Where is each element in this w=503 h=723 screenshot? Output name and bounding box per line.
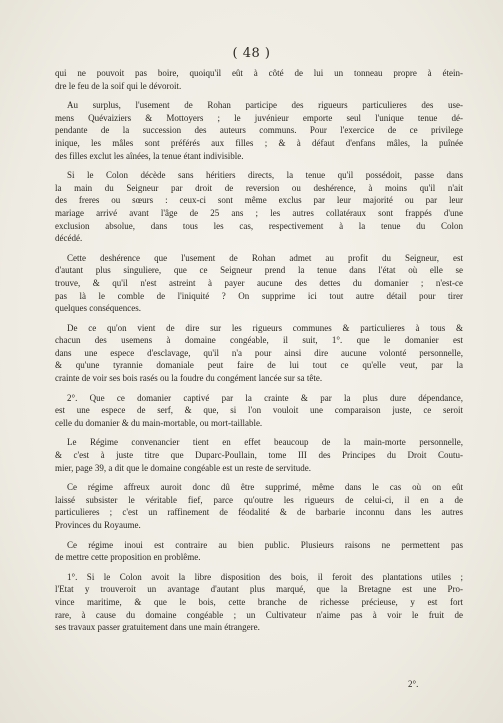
paragraph bbox=[55, 436, 463, 474]
paragraph bbox=[55, 169, 463, 245]
paragraph bbox=[55, 481, 463, 531]
text-line: mariage arrivé avant l'âge de 25 ans ; les autres collatéraux sont frappés d'une bbox=[55, 207, 463, 218]
text-line: rare, à cause du domaine congéable ; un Cultivateur n'aime pas à voir le fruit de bbox=[55, 609, 463, 620]
text-line: la main du Seigneur par droit de reversion ou deshérence, à moins qu'il n'ait bbox=[55, 182, 463, 193]
text-line: mens Quévaiziers & Mottoyers ; le juvénieur emporte seul l'unique tenue dé- bbox=[55, 112, 463, 123]
text-line: inique, les mâles sont préférés aux filles ; & à défaut d'enfans mâles, la puînée bbox=[55, 137, 463, 148]
text-line: dans une espece d'esclavage, qu'il n'a pour ainsi dire aucune volonté personnelle, bbox=[55, 347, 463, 358]
page-body-text bbox=[55, 67, 463, 641]
text-line: de mettre cette proposition en problême. bbox=[55, 552, 201, 563]
paragraph bbox=[55, 322, 463, 385]
text-line: exclusion absolue, dans tous les cas, respectivement à la tenue du Colon bbox=[55, 220, 463, 231]
text-line: De ce qu'on vient de dire sur les rigueurs communes & particulieres à tous & bbox=[67, 322, 463, 333]
paragraph bbox=[55, 67, 463, 92]
text-line: Ce régime inoui est contraire au bien public. Plusieurs raisons ne permettent pas bbox=[67, 539, 463, 550]
text-line: particulieres ; c'est un raffinement de féodalité & de barbarie inconnu dans les autres bbox=[55, 507, 463, 518]
text-line: chacun des usemens à domaine congéable, il suit, 1°. que le domanier est bbox=[55, 335, 463, 346]
text-line: des filles exclut les aînées, la tenue étant indivisible. bbox=[55, 150, 244, 161]
text-line: ses travaux passer gratuitement dans une main étrangere. bbox=[55, 622, 260, 633]
text-line: Ce régime affreux auroit donc dû être supprimé, même dans le cas où on eût bbox=[67, 482, 463, 493]
text-line: pendante de la succession des auteurs communs. Pour l'exercice de ce privilege bbox=[55, 125, 463, 136]
text-line: décédé. bbox=[55, 233, 83, 244]
paragraph bbox=[55, 539, 463, 564]
text-line: Au surplus, l'usement de Rohan participe des rigueurs particulieres des use- bbox=[67, 100, 463, 111]
text-line: Si le Colon décède sans héritiers directs, la tenue qu'il possédoit, passe dans bbox=[67, 170, 463, 181]
text-line: & qu'une tyrannie domaniale peut faire de lui tout ce qu'elle veut, par la bbox=[55, 360, 463, 371]
catchword: 2°. bbox=[408, 679, 419, 689]
paragraph bbox=[55, 252, 463, 315]
text-line: Cette deshérence que l'usement de Rohan admet au profit du Seigneur, est bbox=[67, 252, 463, 263]
text-line: Le Régime convenancier tient en effet beaucoup de la main-morte personnelle, bbox=[67, 437, 463, 448]
text-line: 2°. Que ce domanier captivé par la crainte & par la plus dure dépendance, bbox=[67, 392, 463, 403]
text-line: dre le feu de la soif qui le dévoroit. bbox=[55, 80, 182, 91]
text-line: d'autant plus singuliere, que ce Seigneur prend la tenue dans l'état où elle se bbox=[55, 265, 463, 276]
text-line: 1°. Si le Colon avoit la libre disposition des bois, il feroit des plantations utiles ; bbox=[67, 571, 463, 582]
paragraph bbox=[55, 571, 463, 634]
text-line: l'Etat y trouveroit un avantage d'autant plus marqué, que la Bretagne est une Pro- bbox=[55, 584, 463, 595]
paragraph bbox=[55, 392, 463, 430]
text-line: pas là le comble de l'iniquité ? On supprime ici tout autre détail pour tirer bbox=[55, 290, 463, 301]
text-line: qui ne pouvoit pas boire, quoiqu'il eût à côté de lui un tonneau propre à étein- bbox=[55, 68, 463, 78]
text-line: est une espece de serf, & que, si l'on vouloit une comparaison juste, ce seroit bbox=[55, 405, 463, 416]
text-line: crainte de voir ses bois rasés ou la foudre du congément lancée sur sa tête. bbox=[55, 373, 323, 384]
paragraph bbox=[55, 99, 463, 162]
text-line: vince maritime, & que le bois, cette branche de richesse précieuse, y est fort bbox=[55, 596, 463, 607]
text-line: laissé subsister le véritable fief, parce qu'outre les rigueurs de celui-ci, il en a de bbox=[55, 494, 463, 505]
page-number: ( 48 ) bbox=[232, 46, 271, 61]
text-line: Provinces du Royaume. bbox=[55, 520, 141, 530]
text-line: & c'est à juste titre que Duparc-Poullain, tome III des Principes du Droit Coutu- bbox=[55, 450, 463, 461]
text-line: des freres ou sœurs : ceux-ci sont même exclus par leur majorité ou par leur bbox=[55, 195, 463, 206]
text-line: quelques conséquences. bbox=[55, 303, 141, 314]
text-line: mier, page 39, a dit que le domaine congéable est un reste de servitude. bbox=[55, 462, 312, 473]
text-line: trouve, & qu'il n'est astreint à payer aucune des dettes du domanier ; n'est-ce bbox=[55, 277, 463, 288]
text-line: celle du domanier & du main-mortable, ou mort-taillable. bbox=[55, 417, 263, 428]
